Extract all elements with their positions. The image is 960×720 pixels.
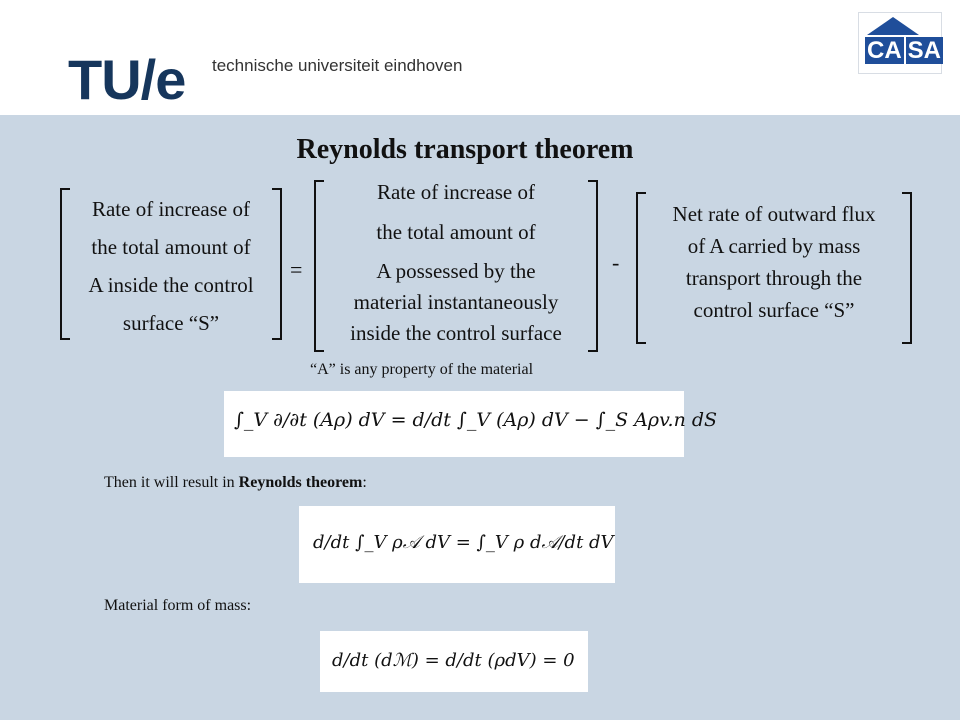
house-roof-icon: [867, 17, 919, 35]
term-middle-line2: the total amount of: [376, 220, 536, 244]
reynolds-caption-prefix: Then it will result in: [104, 474, 239, 491]
minus-sign: -: [612, 250, 620, 275]
property-note: “A” is any property of the material: [310, 361, 534, 378]
equation-mass-text: d/dt (dℳ) = d/dt (ρdV) = 0: [332, 650, 575, 671]
bracket-right-close: [910, 192, 912, 344]
term-right-line3: transport through the: [685, 266, 863, 290]
term-right-line2: of A carried by mass: [687, 234, 861, 258]
bracket-serif: [902, 342, 912, 344]
term-right-line4: control surface “S”: [693, 298, 855, 322]
equals-sign: =: [290, 257, 303, 282]
term-left-line1: Rate of increase of: [91, 197, 250, 221]
term-left-line2: the total amount of: [91, 235, 251, 259]
term-left-line4: surface “S”: [122, 311, 220, 335]
header-bar: [0, 0, 960, 115]
term-right-line1: Net rate of outward flux: [672, 202, 876, 226]
equation-transport-text: ∫_V ∂/∂t (Aρ) dV = d/dt ∫_V (Aρ) dV − ∫_S Aρv.n dS: [234, 409, 718, 431]
equation-mass: [320, 631, 588, 692]
term-middle-line5: inside the control surface: [350, 321, 562, 345]
equation-reynolds: [299, 506, 615, 583]
bracket-serif: [636, 192, 646, 194]
reynolds-caption: [104, 474, 367, 492]
equation-reynolds-text: d/dt ∫_V ρ𝒜 dV = ∫_V ρ d𝒜/dt dV: [313, 532, 614, 553]
tue-logo: TU/e: [68, 48, 186, 111]
bracket-middle-close: [596, 180, 598, 352]
casa-logo: [858, 12, 942, 74]
reynolds-caption-bold: Reynolds theorem: [238, 474, 363, 491]
equation-transport: [224, 391, 718, 457]
term-middle-line4: material instantaneously: [353, 290, 559, 314]
term-middle-line3: A possessed by the: [376, 259, 536, 283]
reynolds-caption-suffix: :: [362, 474, 367, 491]
bracket-serif: [636, 342, 646, 344]
term-middle-line1: Rate of increase of: [376, 180, 535, 204]
bracket-left-close: [280, 188, 282, 340]
slide-title: Reynolds transport theorem: [296, 134, 634, 165]
bracket-serif: [902, 192, 912, 194]
casa-logo-text: CA SA: [867, 37, 942, 64]
material-caption: Material form of mass:: [104, 597, 252, 614]
term-left-line3: A inside the control: [88, 273, 254, 297]
university-name: technische universiteit eindhoven: [212, 56, 463, 75]
